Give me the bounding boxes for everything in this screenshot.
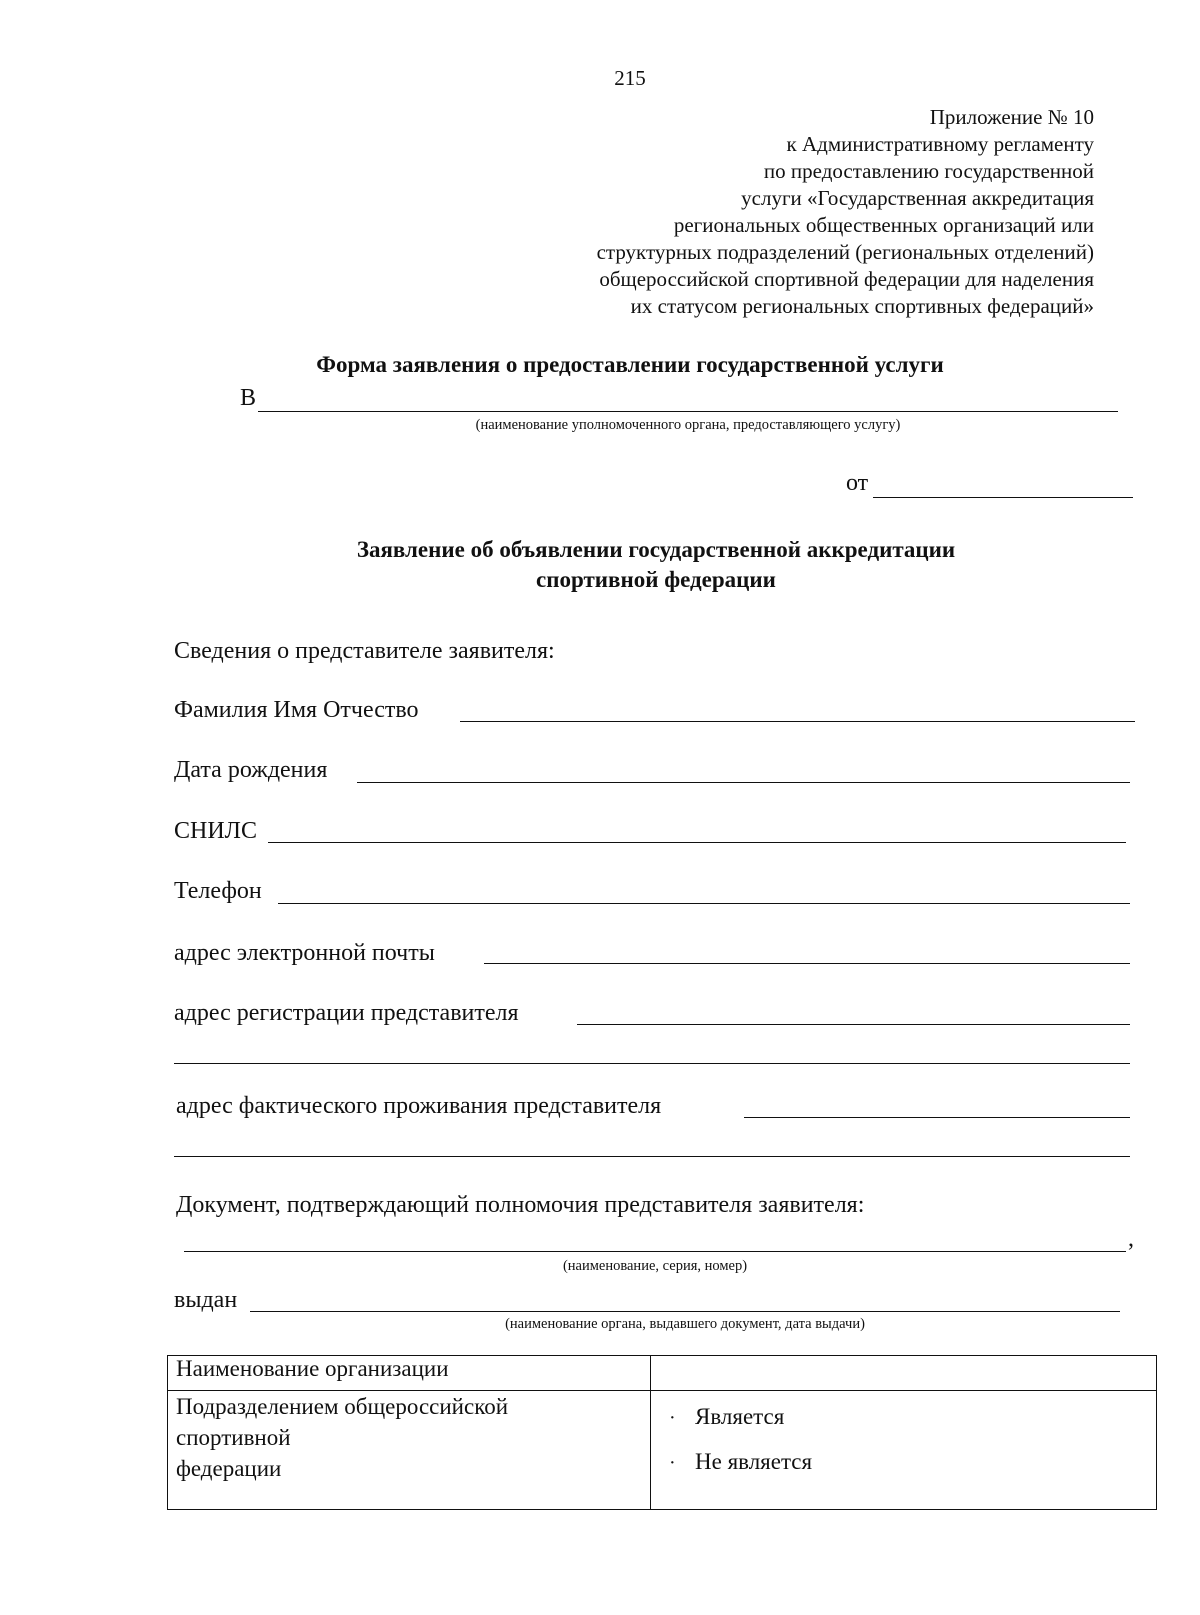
actual-address-label: адрес фактического проживания представителя xyxy=(176,1093,662,1119)
bullet-icon: · xyxy=(669,1452,676,1474)
form-title: Форма заявления о предоставлении государственной услуги xyxy=(316,352,944,377)
issued-prefix: выдан xyxy=(174,1287,238,1313)
option-is-not-label: Не является xyxy=(695,1449,813,1474)
option-is-not[interactable] xyxy=(669,1440,1156,1485)
document-heading: Документ, подтверждающий полномочия представителя заявителя: xyxy=(176,1192,865,1218)
organization-name-label xyxy=(168,1356,651,1391)
actual-address-field[interactable] xyxy=(744,1117,1130,1118)
document-caption: (наименование, серия, номер) xyxy=(562,1258,748,1274)
to-field-line[interactable] xyxy=(258,411,1118,412)
phone-label: Телефон xyxy=(174,878,262,904)
full-name-field[interactable] xyxy=(460,721,1135,722)
organization-name-label-text: Наименование организации xyxy=(176,1356,449,1381)
bullet-icon: · xyxy=(669,1407,676,1429)
appendix-block xyxy=(597,104,1094,320)
from-field-line[interactable] xyxy=(873,497,1133,498)
registration-address-field[interactable] xyxy=(577,1024,1130,1025)
subdivision-options xyxy=(651,1391,1157,1510)
subdivision-label xyxy=(168,1391,651,1510)
representative-heading: Сведения о представителе заявителя: xyxy=(174,638,555,664)
document-field[interactable] xyxy=(184,1251,1126,1252)
birth-date-label: Дата рождения xyxy=(174,757,328,783)
appendix-line: по предоставлению государственной xyxy=(763,159,1094,183)
registration-address-field-continued[interactable] xyxy=(174,1063,1130,1064)
full-name-label: Фамилия Имя Отчество xyxy=(174,697,419,723)
appendix-line: региональных общественных организаций или xyxy=(673,213,1094,237)
appendix-line: Приложение № 10 xyxy=(929,105,1094,129)
subdivision-label-line: Подразделением общероссийской xyxy=(176,1394,509,1419)
registration-address-label: адрес регистрации представителя xyxy=(174,1000,519,1026)
actual-address-field-continued[interactable] xyxy=(174,1156,1130,1157)
appendix-line: общероссийской спортивной федерации для наделения xyxy=(599,267,1094,291)
subdivision-label-line: федерации xyxy=(176,1456,282,1481)
appendix-line: услуги «Государственная аккредитация xyxy=(741,186,1094,210)
email-field[interactable] xyxy=(484,963,1130,964)
appendix-line: их статусом региональных спортивных федераций» xyxy=(630,294,1094,318)
table-row xyxy=(168,1391,1157,1510)
organization-table xyxy=(167,1355,1157,1510)
organization-name-value[interactable] xyxy=(651,1356,1157,1391)
subdivision-label-line: спортивной xyxy=(176,1425,291,1450)
table-row xyxy=(168,1356,1157,1391)
issued-caption: (наименование органа, выдавшего документ, дата выдачи) xyxy=(505,1316,865,1332)
page-number: 215 xyxy=(614,66,646,90)
statement-title-line2: спортивной федерации xyxy=(536,567,776,592)
appendix-line: к Административному регламенту xyxy=(786,132,1094,156)
option-is-label: Является xyxy=(695,1404,785,1429)
from-prefix: от xyxy=(846,470,869,496)
option-is[interactable] xyxy=(669,1395,1156,1440)
document-comma: , xyxy=(1128,1226,1134,1252)
snils-field[interactable] xyxy=(268,842,1126,843)
phone-field[interactable] xyxy=(278,903,1130,904)
to-prefix: В xyxy=(240,385,257,411)
email-label: адрес электронной почты xyxy=(174,940,435,966)
issued-field[interactable] xyxy=(250,1311,1120,1312)
appendix-line: структурных подразделений (региональных отделений) xyxy=(596,240,1094,264)
statement-title-line1: Заявление об объявлении государственной аккредитации xyxy=(356,537,956,562)
snils-label: СНИЛС xyxy=(174,818,257,844)
birth-date-field[interactable] xyxy=(357,782,1130,783)
to-caption: (наименование уполномоченного органа, предоставляющего услугу) xyxy=(475,417,901,433)
